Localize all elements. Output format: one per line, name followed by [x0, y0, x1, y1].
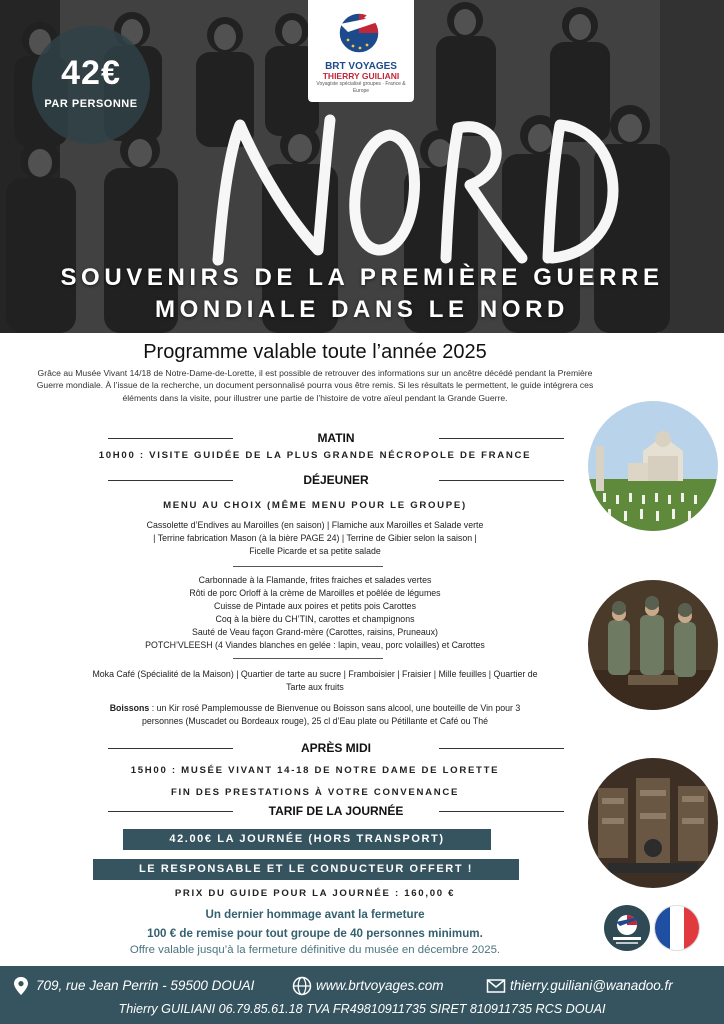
divider-line: [108, 748, 233, 749]
program-title: Programme valable toute l’année 2025: [143, 341, 487, 363]
dessert-line: Tarte aux fruits: [286, 682, 344, 692]
tarif-offer-box: LE RESPONSABLE ET LE CONDUCTEUR OFFERT !: [93, 859, 519, 880]
email-link[interactable]: thierry.guiliani@wanadoo.fr: [510, 978, 673, 993]
price-unit: PAR PERSONNE: [44, 98, 138, 110]
photo-museum-artifacts: [588, 758, 718, 888]
end-of-services: FIN DES PRESTATIONS À VOTRE CONVENANCE: [170, 787, 460, 798]
hero-subtitle-line2: MONDIALE DANS LE NORD: [155, 296, 569, 323]
drinks-text: : un Kir rosé Pamplemousse de Bienvenue ou Boisson sans alcool, une bouteille de Vin pour 3: [149, 703, 521, 713]
brt-voyages-logo: [308, 0, 414, 102]
plat-line: Cuisse de Pintade aux poires et petits pois Carottes: [214, 601, 416, 611]
logo-name: THIERRY GUILIANI: [322, 71, 400, 81]
drinks-block: [30, 702, 600, 728]
plat-line: Rôti de porc Orloff à la crème de Maroilles et poêlée de légumes: [189, 588, 441, 598]
divider-line: [439, 480, 564, 481]
hero-banner: [0, 0, 724, 333]
section-matin-heading: MATIN: [317, 431, 355, 445]
plat-line: Carbonnade à la Flamande, frites fraiches et salades vertes: [198, 575, 432, 585]
airplane-globe-icon: [604, 905, 650, 951]
divider-line: [439, 811, 564, 812]
divider-line: [108, 811, 233, 812]
plat-line: Coq à la bière du CH’TIN, carottes et champignons: [215, 614, 415, 624]
logo-brand: BRT VOYAGES: [325, 61, 397, 72]
section-matin: [108, 431, 564, 445]
section-apres-midi: [108, 741, 564, 755]
plats-list: [30, 574, 600, 652]
apres-midi-activity: 15H00 : MUSÉE VIVANT 14-18 DE NOTRE DAME DE LORETTE: [130, 765, 500, 776]
intro-paragraph: Grâce au Musée Vivant 14/18 de Notre-Dame-de-Lorette, il est possible de retrouver des informations sur un ancêtre décédé pendant la Première Guerre mondiale. À l’issue de la recherche, un document personnalisé pourra vous être remis. Si les résultats le permettent, le guide intégrera ces éléments dans la visite, pour illustrer une partie de l’histoire de votre aïeul pendant la Grande Guerre.: [36, 368, 594, 403]
tarif-price-box: 42.00€ LA JOURNÉE (HORS TRANSPORT): [123, 829, 491, 850]
plat-line: POTCH’VLEESH (4 Viandes blanches en gelée : lapin, veau, porc volailles) et Carottes: [145, 640, 485, 650]
globe-icon: [292, 976, 312, 996]
divider-line: [439, 748, 564, 749]
entree-line: Ficelle Picarde et sa petite salade: [249, 546, 381, 556]
divider-line: [108, 438, 233, 439]
website-link[interactable]: www.brtvoyages.com: [316, 978, 444, 993]
section-tarif-heading: TARIF DE LA JOURNÉE: [268, 804, 404, 818]
brt-voyages-small-logo: [604, 905, 650, 951]
desserts-list: [30, 668, 600, 694]
airplane-globe-icon: [334, 6, 388, 56]
envelope-icon: [486, 976, 506, 996]
logo-tagline: Voyagiste spécialisé groupes · France & Europe: [316, 81, 406, 94]
footer-legal: Thierry GUILIANI 06.79.85.61.18 TVA FR49810911735 SIRET 810911735 RCS DOUAI: [118, 1002, 606, 1016]
address-text: 709, rue Jean Perrin - 59500 DOUAI: [36, 978, 255, 993]
photo-museum-mannequins: [588, 580, 718, 710]
location-pin-icon: [12, 976, 30, 996]
price-amount: 42€: [61, 54, 121, 92]
entree-line: | Terrine fabrication Mason (à la bière PAGE 24) | Terrine de Gibier selon la saison |: [153, 533, 477, 543]
section-tarif: [108, 804, 564, 818]
promo-validity: Offre valable jusqu’à la fermeture définitive du musée en décembre 2025.: [129, 944, 501, 956]
divider-line: [108, 480, 233, 481]
france-flag-icon: [654, 905, 700, 951]
photo-necropole-notre-dame-de-lorette: [588, 401, 718, 531]
entrees-list: [30, 519, 600, 558]
divider-line: [439, 438, 564, 439]
dessert-line: Moka Café (Spécialité de la Maison) | Quartier de tarte au sucre | Framboisier | Fraisier | Mille feuilles | Quartier de: [92, 669, 538, 679]
section-dejeuner-heading: DÉJEUNER: [303, 473, 369, 487]
drinks-text-2: personnes (Muscadet ou Bordeaux rouge), 25 cl d’Eau plate ou Pétillante et Café ou Thé: [141, 716, 489, 726]
section-dejeuner: [108, 473, 564, 487]
drinks-label: Boissons: [109, 703, 150, 713]
menu-note: MENU AU CHOIX (MÊME MENU POUR LE GROUPE): [163, 500, 467, 511]
plat-line: Sauté de Veau façon Grand-mère (Carottes, raisins, Pruneaux): [192, 627, 438, 637]
menu-divider: [233, 566, 383, 567]
promo-headline: Un dernier hommage avant la fermeture: [205, 908, 425, 921]
script-title-text: Nord: [0, 100, 3, 101]
matin-activity: 10H00 : VISITE GUIDÉE DE LA PLUS GRANDE NÉCROPOLE DE FRANCE: [98, 450, 532, 461]
menu-divider: [233, 658, 383, 659]
guide-price: PRIX DU GUIDE POUR LA JOURNÉE : 160,00 €: [174, 888, 456, 899]
promo-discount: 100 € de remise pour tout groupe de 40 personnes minimum.: [147, 927, 483, 940]
footer: [0, 966, 724, 1024]
section-apres-midi-heading: APRÈS MIDI: [300, 741, 371, 755]
hero-subtitle-line1: SOUVENIRS DE LA PREMIÈRE GUERRE: [60, 264, 664, 291]
entree-line: Cassolette d’Endives au Maroilles (en saison) | Flamiche aux Maroilles et Salade verte: [146, 520, 484, 530]
script-title: [0, 100, 724, 270]
